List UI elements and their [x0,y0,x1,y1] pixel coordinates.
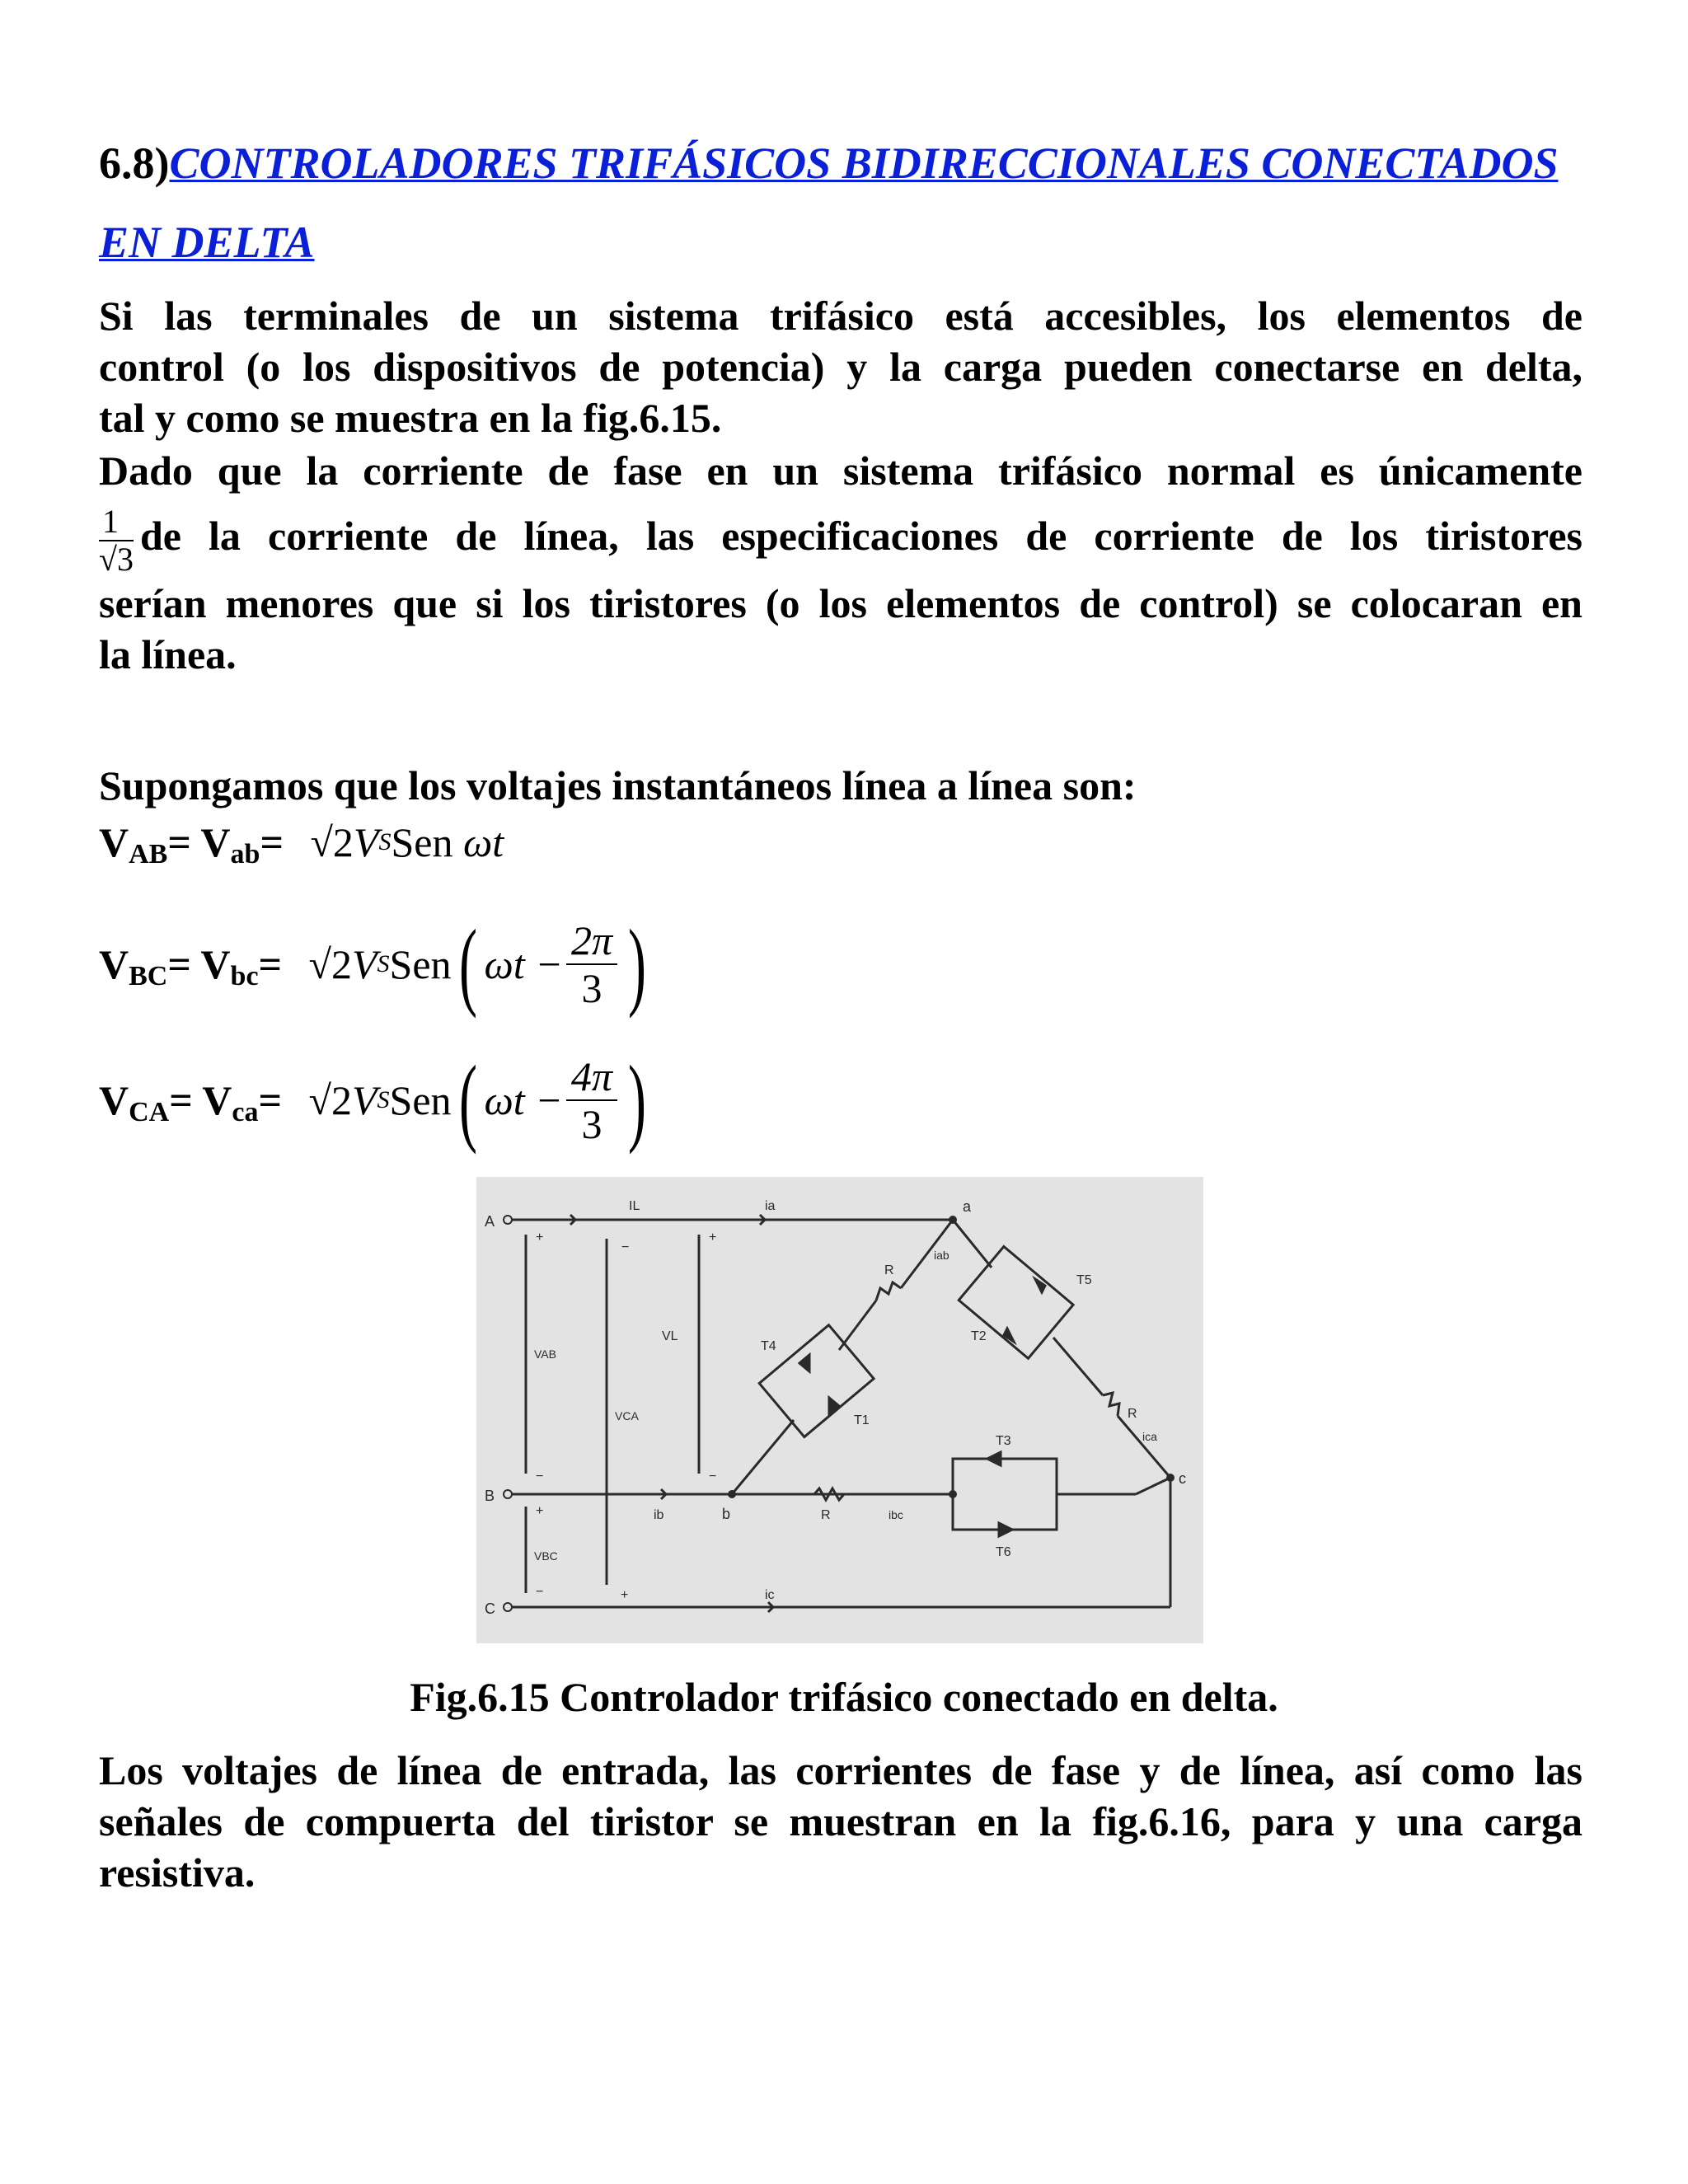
text-line: Dado que la corriente de fase en un sistema trifásico normal es únicamente [99,448,1582,494]
plus-sign: + [621,1588,629,1602]
section-heading [99,124,1582,282]
text-line: tal y como se muestra en la fig.6.15. [99,395,722,441]
thyristor-T1-label: T1 [854,1413,870,1427]
thyristor-T2-label: T2 [971,1329,987,1343]
node-A-label: A [485,1213,495,1230]
outro-paragraph [99,1745,1582,1898]
equation-vca: $V_{CA}= V_{ca}=$ √2 V S Sen ( ωt − $\frac{4\pi}{3}$ ) [99,1045,646,1155]
node-b-label: b [722,1506,731,1522]
plus-sign: + [709,1230,717,1244]
text-line: Los voltajes de línea de entrada, las corrientes de fase y de línea, así como las [99,1747,1582,1793]
section-title-line2: EN DELTA [99,218,315,267]
ib-label: ib [654,1508,664,1522]
minus-sign: − [621,1240,630,1254]
minus-sign: − [536,1585,544,1599]
thyristor-T4-label: T4 [761,1339,776,1353]
vl-label: VL [662,1329,678,1343]
vab-label: VAB [534,1347,556,1361]
ica-label: ica [1142,1430,1157,1443]
ibc-label: ibc [889,1508,903,1521]
figure-caption: Fig.6.15 Controlador trifásico conectado en delta. [410,1674,1278,1720]
plus-sign: + [536,1504,544,1518]
thyristor-T5-label: T5 [1076,1273,1092,1287]
minus-sign: − [536,1469,544,1483]
iab-label: iab [934,1249,950,1262]
resistor-label-bc: R [821,1508,831,1522]
node-a-label: a [963,1198,972,1215]
voltages-intro: Supongamos que los voltajes instantáneos línea a línea son: [99,762,1137,808]
thyristor-T3-label: T3 [996,1434,1011,1448]
text-line: control (o los dispositivos de potencia) y la carga pueden conectarse en delta, [99,344,1582,390]
resistor-label-ab: R [884,1263,894,1277]
node-B-label: B [485,1488,495,1504]
text-line: serían menores que si los tiristores (o los elementos de control) se colocaran en [99,579,1582,626]
thyristor-T6-label: T6 [996,1545,1011,1559]
equation-vab: $V_{AB}= V_{ab}=$ √2 V S Sen ωt [99,819,504,869]
one-over-root-three: $\frac{1}{√3}$ [99,502,134,578]
text-line: Si las terminales de un sistema trifásico está accesibles, los elementos de [99,293,1582,339]
iL-label: IL [629,1199,640,1213]
delta-controller-schematic [476,1177,1203,1643]
circuit-figure [476,1177,1203,1643]
ic-label: ic [765,1588,775,1602]
text-line: la línea. [99,630,237,677]
section-title-line1: CONTROLADORES TRIFÁSICOS BIDIRECCIONALES CONECTADOS [169,138,1559,188]
text-line-with-fraction: $\frac{1}{√3}$ de la corriente de línea, las especificaciones de corriente de los tiristores [99,502,1582,578]
equation-vbc: $V_{BC}= V_{bc}=$ √2 V S Sen ( ωt − $\frac{2\pi}{3}$ ) [99,909,646,1019]
node-C-label: C [485,1601,495,1617]
ia-label: ia [765,1199,776,1213]
node-c-label: c [1179,1470,1186,1487]
intro-paragraph-1 [99,290,1582,443]
vca-label: VCA [615,1409,639,1422]
text-line: resistiva. [99,1849,256,1896]
minus-sign: − [709,1469,717,1483]
resistor-label-ca: R [1128,1407,1137,1421]
intro-paragraph-2 [99,445,1582,680]
plus-sign: + [536,1230,544,1244]
text-line: señales de compuerta del tiristor se muestran en la fig.6.16, para y una carga [99,1798,1582,1844]
section-number: 6.8) [99,138,170,188]
vbc-label: VBC [534,1549,558,1563]
